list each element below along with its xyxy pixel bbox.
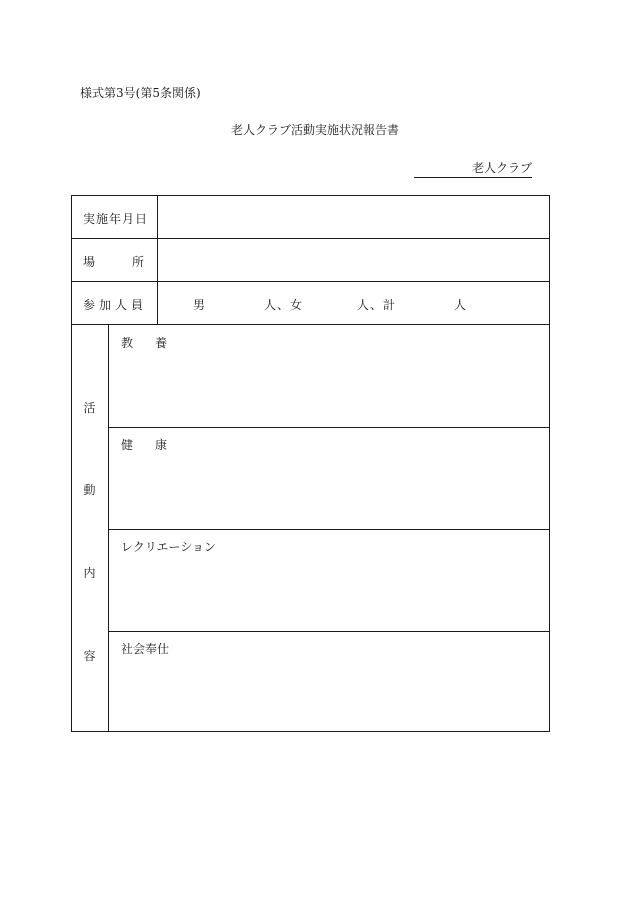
section-divider: [108, 631, 550, 632]
row-divider: [71, 281, 550, 282]
section-health: [121, 436, 167, 453]
row-divider: [71, 238, 550, 239]
section-health-char: 健: [121, 438, 134, 452]
place-label-char: 場: [83, 255, 97, 269]
female-count-label: 人、女: [264, 298, 304, 312]
activity-column-divider: [108, 324, 109, 732]
section-divider: [108, 427, 550, 428]
form-number: 様式第3号(第5条関係): [80, 86, 201, 100]
label-column-divider: [157, 195, 158, 325]
section-health-char: 康: [154, 438, 167, 452]
club-name-field: 老人クラブ: [414, 159, 532, 178]
activity-label-char: 容: [83, 649, 96, 663]
section-recreation: レクリエーション: [121, 540, 217, 554]
section-education-char: 教: [121, 336, 134, 350]
document-title: 老人クラブ活動実施状況報告書: [230, 123, 399, 137]
participants-label: 参加人員: [83, 298, 148, 312]
male-count-label: 男: [193, 298, 207, 312]
place-label-char: 所: [131, 255, 145, 269]
section-community-service: 社会奉仕: [121, 642, 170, 656]
persons-unit-label: 人: [454, 298, 468, 312]
section-education-char: 養: [154, 336, 167, 350]
date-label: 実施年月日: [83, 212, 149, 226]
place-label: [83, 253, 145, 270]
section-divider: [108, 529, 550, 530]
activity-label-char: 内: [83, 566, 96, 580]
row-divider: [71, 324, 550, 325]
section-education: [121, 334, 167, 351]
total-count-label: 人、計: [357, 298, 397, 312]
activity-label-char: 動: [83, 483, 96, 497]
activity-label-char: 活: [83, 401, 96, 415]
